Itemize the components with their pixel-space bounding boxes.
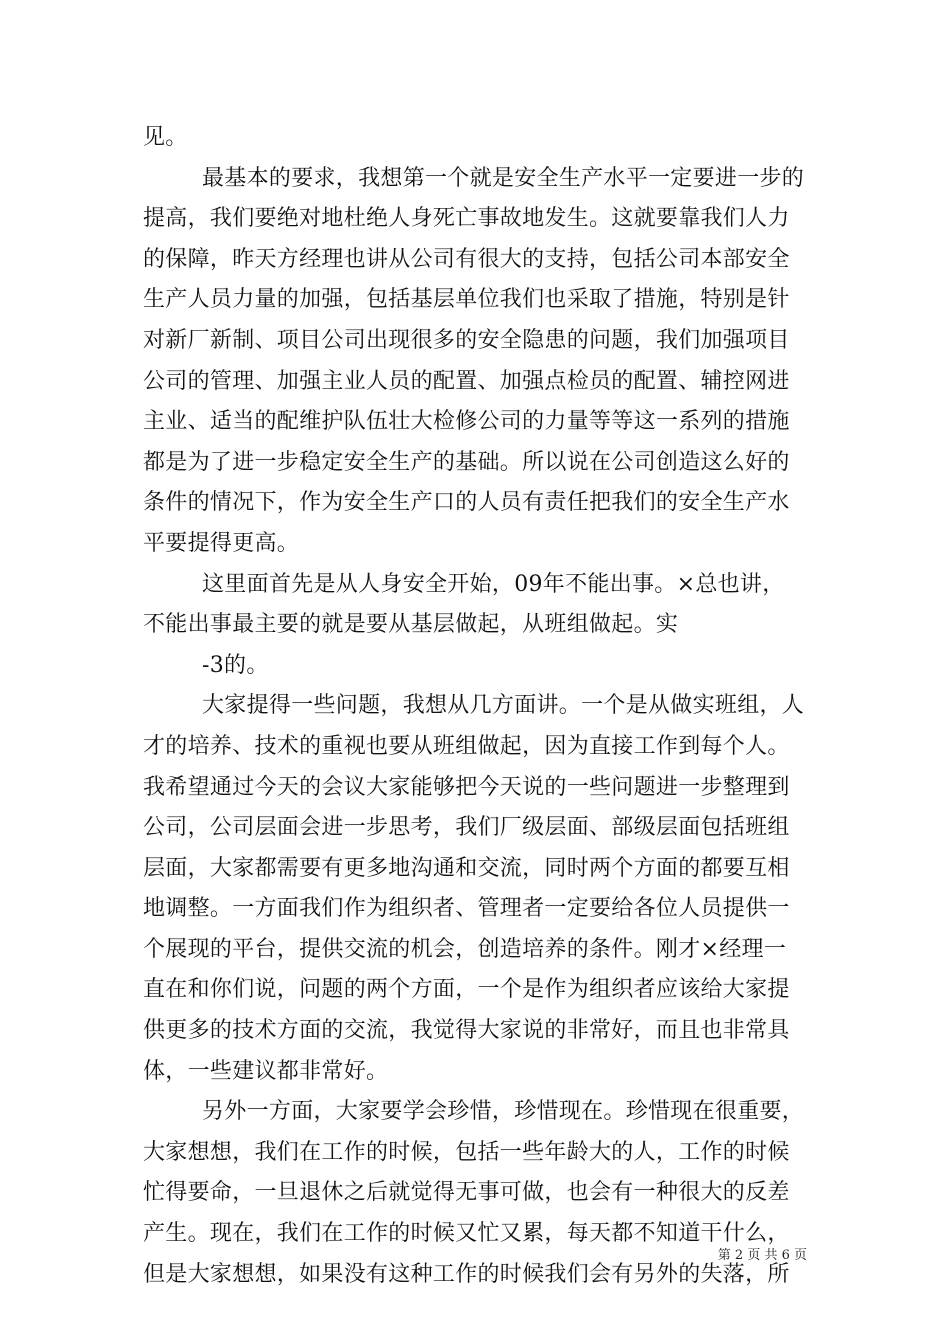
text-line: 体，一些建议都非常好。 xyxy=(143,1058,389,1084)
text-line: 不能出事最主要的就是要从基层做起，从班组做起。实 xyxy=(143,612,679,638)
text-line: 地调整。一方面我们作为组织者、管理者一定要给各位人员提供一 xyxy=(143,896,790,922)
text-line: 但是大家想想，如果没有这种工作的时候我们会有另外的失落，所 xyxy=(143,1261,790,1287)
text-line: 这里面首先是从人身安全开始，09年不能出事。×总也讲， xyxy=(202,571,785,597)
text-line: 直在和你们说，问题的两个方面，一个是作为组织者应该给大家提 xyxy=(143,977,790,1003)
text-line: 平要提得更高。 xyxy=(143,530,300,556)
text-line: 主业、适当的配维护队伍壮大检修公司的力量等等这一系列的措施 xyxy=(143,409,790,435)
text-line: 最基本的要求，我想第一个就是安全生产水平一定要进一步的 xyxy=(202,165,805,191)
text-line: 公司，公司层面会进一步思考，我们厂级层面、部级层面包括班组 xyxy=(143,815,790,841)
text-line: 产生。现在，我们在工作的时候又忙又累，每天都不知道干什么， xyxy=(143,1221,790,1247)
text-line: 的保障，昨天方经理也讲从公司有很大的支持，包括公司本部安全 xyxy=(143,246,790,272)
text-line: 对新厂新制、项目公司出现很多的安全隐患的问题，我们加强项目 xyxy=(143,327,790,353)
text-line: 生产人员力量的加强，包括基层单位我们也采取了措施，特别是针 xyxy=(143,287,790,313)
text-line: 才的培养、技术的重视也要从班组做起，因为直接工作到每个人。 xyxy=(143,733,790,759)
text-line: 忙得要命，一旦退休之后就觉得无事可做，也会有一种很大的反差 xyxy=(143,1180,790,1206)
text-line: -3的。 xyxy=(202,652,269,678)
text-line: 另外一方面，大家要学会珍惜，珍惜现在。珍惜现在很重要， xyxy=(202,1099,805,1125)
text-line: 都是为了进一步稳定安全生产的基础。所以说在公司创造这么好的 xyxy=(143,449,790,475)
text-line: 我希望通过今天的会议大家能够把今天说的一些问题进一步整理到 xyxy=(143,774,790,800)
document-body xyxy=(143,118,813,1295)
text-line: 层面，大家都需要有更多地沟通和交流，同时两个方面的都要互相 xyxy=(143,855,790,881)
text-line: 个展现的平台，提供交流的机会，创造培养的条件。刚才×经理一 xyxy=(143,936,787,962)
text-line: 供更多的技术方面的交流，我觉得大家说的非常好，而且也非常具 xyxy=(143,1018,790,1044)
text-line: 见。 xyxy=(143,125,188,150)
text-line: 提高，我们要绝对地杜绝人身死亡事故地发生。这就要靠我们人力 xyxy=(143,206,790,232)
text-line: 大家想想，我们在工作的时候，包括一些年龄大的人，工作的时候 xyxy=(143,1139,790,1165)
text-line: 公司的管理、加强主业人员的配置、加强点检员的配置、辅控网进 xyxy=(143,368,790,394)
text-line: 大家提得一些问题，我想从几方面讲。一个是从做实班组，人 xyxy=(202,693,805,719)
page-number-footer: 第 2 页 共 6 页 xyxy=(717,1248,807,1263)
text-line: 条件的情况下，作为安全生产口的人员有责任把我们的安全生产水 xyxy=(143,490,790,516)
